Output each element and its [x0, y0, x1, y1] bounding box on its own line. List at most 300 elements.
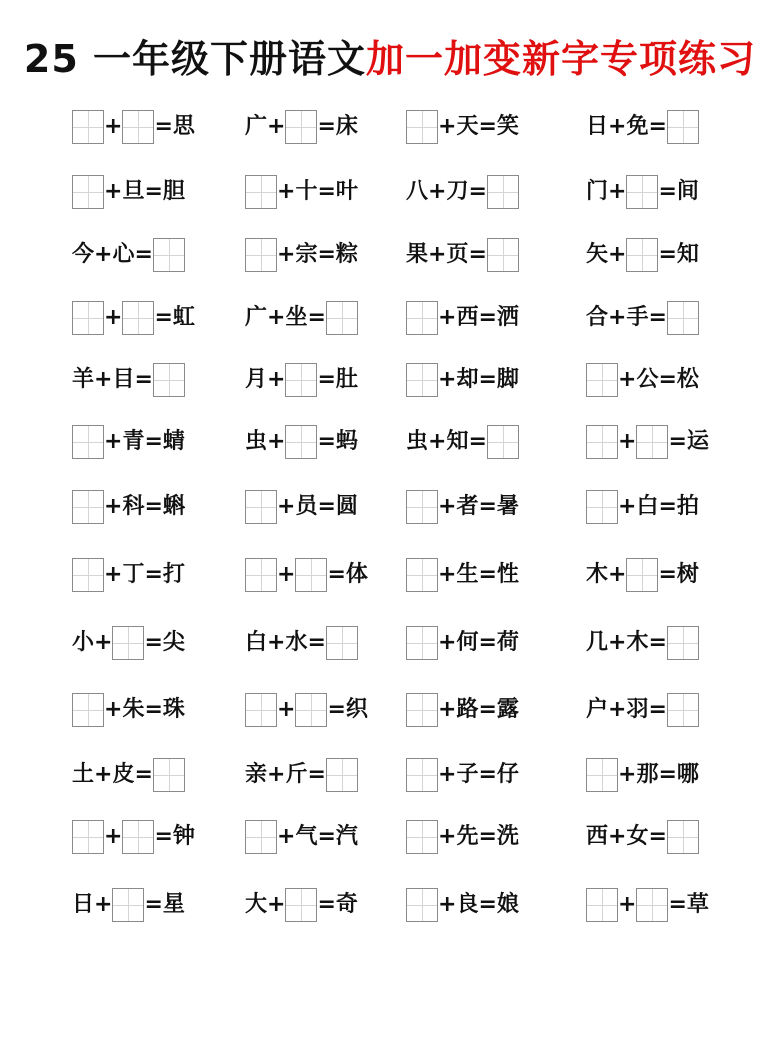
operator: +	[104, 562, 123, 587]
equation	[245, 623, 415, 663]
operator: =	[478, 892, 497, 917]
character: 西	[456, 305, 479, 330]
answer-box[interactable]	[406, 888, 438, 922]
answer-box[interactable]	[667, 693, 699, 727]
character: 大	[245, 892, 268, 917]
operator: =	[317, 114, 336, 139]
operator: =	[317, 367, 336, 392]
answer-box[interactable]	[245, 820, 277, 854]
operator: =	[317, 824, 336, 849]
title-grade-part: 25 一年级下册语文	[23, 37, 367, 81]
character: 间	[676, 179, 699, 204]
character: 钟	[172, 824, 195, 849]
operator: =	[478, 494, 497, 519]
character: 丁	[122, 562, 145, 587]
exercise-row	[0, 487, 780, 527]
character: 坐	[285, 305, 308, 330]
character: 木	[626, 630, 649, 655]
equation	[245, 690, 415, 730]
operator: =	[648, 114, 667, 139]
answer-box[interactable]	[295, 558, 327, 592]
character: 天	[456, 114, 479, 139]
equation	[72, 487, 242, 527]
answer-box[interactable]	[586, 363, 618, 397]
equation	[72, 555, 242, 595]
character: 科	[122, 494, 145, 519]
character: 先	[456, 824, 479, 849]
character: 手	[626, 305, 649, 330]
character: 日	[586, 114, 609, 139]
answer-box[interactable]	[112, 888, 144, 922]
equation	[586, 487, 756, 527]
exercise-row	[0, 817, 780, 857]
answer-box[interactable]	[667, 110, 699, 144]
character: 矢	[586, 242, 609, 267]
operator: +	[94, 762, 113, 787]
operator: +	[608, 824, 627, 849]
operator: =	[317, 429, 336, 454]
character: 虫	[406, 429, 429, 454]
operator: =	[134, 242, 153, 267]
character: 珠	[162, 697, 185, 722]
answer-box[interactable]	[285, 363, 317, 397]
operator: +	[94, 892, 113, 917]
operator: +	[618, 762, 637, 787]
equation	[586, 555, 756, 595]
character: 何	[456, 630, 479, 655]
operator: +	[438, 697, 457, 722]
character: 路	[456, 697, 479, 722]
answer-box[interactable]	[406, 693, 438, 727]
answer-box[interactable]	[122, 820, 154, 854]
operator: +	[104, 494, 123, 519]
exercise-row	[0, 885, 780, 925]
character: 良	[456, 892, 479, 917]
answer-box[interactable]	[112, 626, 144, 660]
character: 广	[245, 114, 268, 139]
character: 蝌	[162, 494, 185, 519]
character: 思	[172, 114, 195, 139]
character: 门	[586, 179, 609, 204]
character: 洗	[496, 824, 519, 849]
character: 暑	[496, 494, 519, 519]
operator: +	[94, 367, 113, 392]
character: 星	[162, 892, 185, 917]
exercise-row	[0, 422, 780, 462]
character: 八	[406, 179, 429, 204]
answer-box[interactable]	[245, 238, 277, 272]
operator: +	[618, 892, 637, 917]
answer-box[interactable]	[285, 888, 317, 922]
character: 页	[446, 242, 469, 267]
answer-box[interactable]	[326, 626, 358, 660]
operator: =	[134, 762, 153, 787]
answer-box[interactable]	[72, 490, 104, 524]
character: 果	[406, 242, 429, 267]
answer-box[interactable]	[72, 425, 104, 459]
operator: =	[144, 630, 163, 655]
operator: =	[144, 494, 163, 519]
character: 月	[245, 367, 268, 392]
equation	[586, 755, 756, 795]
answer-box[interactable]	[122, 110, 154, 144]
answer-box[interactable]	[626, 175, 658, 209]
equation	[586, 817, 756, 857]
equation	[406, 555, 576, 595]
answer-box[interactable]	[72, 693, 104, 727]
operator: +	[267, 367, 286, 392]
title-topic-part: 加一加变新字专项练习	[366, 37, 757, 81]
equation	[586, 422, 756, 462]
equation	[406, 623, 576, 663]
equation	[586, 360, 756, 400]
answer-box[interactable]	[72, 301, 104, 335]
character: 今	[72, 242, 95, 267]
character: 白	[636, 494, 659, 519]
exercise-row	[0, 235, 780, 275]
operator: +	[608, 179, 627, 204]
character: 木	[586, 562, 609, 587]
answer-box[interactable]	[586, 425, 618, 459]
operator: +	[104, 305, 123, 330]
character: 笑	[496, 114, 519, 139]
operator: +	[428, 429, 447, 454]
answer-box[interactable]	[72, 175, 104, 209]
equation	[406, 885, 576, 925]
character: 水	[285, 630, 308, 655]
equation	[586, 235, 756, 275]
character: 女	[626, 824, 649, 849]
answer-box[interactable]	[72, 820, 104, 854]
operator: =	[658, 494, 677, 519]
exercise-row	[0, 172, 780, 212]
answer-box[interactable]	[153, 363, 185, 397]
answer-box[interactable]	[326, 301, 358, 335]
operator: +	[277, 562, 296, 587]
answer-box[interactable]	[636, 425, 668, 459]
answer-box[interactable]	[406, 110, 438, 144]
answer-box[interactable]	[406, 820, 438, 854]
character: 免	[626, 114, 649, 139]
operator: =	[327, 562, 346, 587]
answer-box[interactable]	[487, 238, 519, 272]
character: 斤	[285, 762, 308, 787]
operator: =	[144, 562, 163, 587]
answer-box[interactable]	[667, 626, 699, 660]
equation	[72, 690, 242, 730]
character: 草	[686, 892, 709, 917]
character: 青	[122, 429, 145, 454]
answer-box[interactable]	[285, 110, 317, 144]
character: 却	[456, 367, 479, 392]
answer-box[interactable]	[667, 301, 699, 335]
character: 亲	[245, 762, 268, 787]
operator: +	[277, 824, 296, 849]
operator: =	[648, 824, 667, 849]
operator: +	[104, 429, 123, 454]
answer-box[interactable]	[487, 425, 519, 459]
answer-box[interactable]	[586, 888, 618, 922]
character: 床	[335, 114, 358, 139]
operator: +	[277, 179, 296, 204]
equation	[72, 298, 242, 338]
operator: +	[104, 179, 123, 204]
operator: =	[668, 429, 687, 454]
operator: =	[317, 242, 336, 267]
character: 娘	[496, 892, 519, 917]
character: 树	[676, 562, 699, 587]
operator: =	[154, 824, 173, 849]
operator: =	[307, 762, 326, 787]
operator: =	[478, 305, 497, 330]
operator: +	[267, 892, 286, 917]
operator: +	[438, 630, 457, 655]
exercise-row	[0, 555, 780, 595]
character: 汽	[335, 824, 358, 849]
character: 气	[295, 824, 318, 849]
exercise-row	[0, 298, 780, 338]
operator: =	[144, 429, 163, 454]
character: 圆	[335, 494, 358, 519]
operator: +	[267, 630, 286, 655]
character: 织	[345, 697, 368, 722]
character: 粽	[335, 242, 358, 267]
operator: +	[267, 114, 286, 139]
equation	[406, 360, 576, 400]
character: 目	[112, 367, 135, 392]
operator: =	[317, 892, 336, 917]
character: 羊	[72, 367, 95, 392]
character: 虹	[172, 305, 195, 330]
operator: =	[317, 179, 336, 204]
operator: +	[277, 494, 296, 519]
character: 尖	[162, 630, 185, 655]
exercise-row	[0, 360, 780, 400]
operator: =	[478, 697, 497, 722]
equation	[245, 172, 415, 212]
equation	[245, 360, 415, 400]
operator: =	[478, 562, 497, 587]
equation	[245, 107, 415, 147]
answer-box[interactable]	[285, 425, 317, 459]
answer-box[interactable]	[626, 238, 658, 272]
answer-box[interactable]	[153, 758, 185, 792]
exercise-row	[0, 623, 780, 663]
character: 刀	[446, 179, 469, 204]
character: 打	[162, 562, 185, 587]
operator: =	[144, 179, 163, 204]
answer-box[interactable]	[406, 301, 438, 335]
operator: =	[478, 630, 497, 655]
operator: +	[277, 242, 296, 267]
equation	[586, 885, 756, 925]
operator: +	[608, 305, 627, 330]
character: 小	[72, 630, 95, 655]
operator: =	[648, 630, 667, 655]
character: 知	[676, 242, 699, 267]
exercise-row	[0, 107, 780, 147]
character: 叶	[335, 179, 358, 204]
equation	[406, 298, 576, 338]
equation	[406, 107, 576, 147]
answer-box[interactable]	[586, 758, 618, 792]
operator: +	[104, 697, 123, 722]
equation	[586, 623, 756, 663]
operator: =	[307, 630, 326, 655]
character: 几	[586, 630, 609, 655]
operator: +	[438, 824, 457, 849]
answer-box[interactable]	[122, 301, 154, 335]
answer-box[interactable]	[326, 758, 358, 792]
character: 广	[245, 305, 268, 330]
operator: +	[608, 562, 627, 587]
character: 合	[586, 305, 609, 330]
equation	[245, 298, 415, 338]
equation	[245, 885, 415, 925]
equation	[72, 623, 242, 663]
operator: =	[648, 305, 667, 330]
exercise-row	[0, 690, 780, 730]
operator: +	[94, 630, 113, 655]
operator: =	[144, 697, 163, 722]
operator: +	[438, 562, 457, 587]
character: 体	[345, 562, 368, 587]
operator: +	[428, 242, 447, 267]
operator: +	[267, 762, 286, 787]
answer-box[interactable]	[295, 693, 327, 727]
equation	[245, 817, 415, 857]
operator: =	[134, 367, 153, 392]
operator: =	[154, 114, 173, 139]
operator: +	[608, 697, 627, 722]
operator: +	[94, 242, 113, 267]
equation	[406, 690, 576, 730]
answer-box[interactable]	[245, 693, 277, 727]
operator: =	[668, 892, 687, 917]
operator: +	[618, 429, 637, 454]
operator: =	[154, 305, 173, 330]
operator: =	[478, 762, 497, 787]
answer-box[interactable]	[636, 888, 668, 922]
character: 哪	[676, 762, 699, 787]
character: 洒	[496, 305, 519, 330]
character: 土	[72, 762, 95, 787]
operator: +	[104, 824, 123, 849]
operator: +	[267, 429, 286, 454]
character: 肚	[335, 367, 358, 392]
answer-box[interactable]	[153, 238, 185, 272]
operator: =	[478, 114, 497, 139]
operator: +	[104, 114, 123, 139]
character: 那	[636, 762, 659, 787]
equation	[72, 755, 242, 795]
equation	[586, 690, 756, 730]
operator: =	[658, 762, 677, 787]
operator: =	[478, 367, 497, 392]
operator: +	[438, 762, 457, 787]
equation	[72, 885, 242, 925]
operator: =	[468, 242, 487, 267]
character: 露	[496, 697, 519, 722]
character: 羽	[626, 697, 649, 722]
character: 虫	[245, 429, 268, 454]
answer-box[interactable]	[245, 175, 277, 209]
character: 日	[72, 892, 95, 917]
character: 性	[496, 562, 519, 587]
answer-box[interactable]	[626, 558, 658, 592]
character: 胆	[162, 179, 185, 204]
operator: =	[468, 429, 487, 454]
answer-box[interactable]	[667, 820, 699, 854]
answer-box[interactable]	[245, 558, 277, 592]
equation	[72, 172, 242, 212]
character: 奇	[335, 892, 358, 917]
character: 宗	[295, 242, 318, 267]
equation	[406, 172, 576, 212]
character: 蚂	[335, 429, 358, 454]
character: 白	[245, 630, 268, 655]
equation	[72, 107, 242, 147]
equation	[586, 172, 756, 212]
equation	[406, 235, 576, 275]
answer-box[interactable]	[406, 490, 438, 524]
operator: +	[438, 367, 457, 392]
equation	[72, 235, 242, 275]
equation	[406, 755, 576, 795]
operator: +	[618, 494, 637, 519]
answer-box[interactable]	[406, 758, 438, 792]
equation	[72, 422, 242, 462]
operator: =	[648, 697, 667, 722]
operator: =	[327, 697, 346, 722]
answer-box[interactable]	[245, 490, 277, 524]
operator: =	[658, 179, 677, 204]
operator: +	[428, 179, 447, 204]
operator: =	[658, 367, 677, 392]
operator: +	[438, 892, 457, 917]
character: 朱	[122, 697, 145, 722]
exercise-row	[0, 755, 780, 795]
operator: +	[618, 367, 637, 392]
answer-box[interactable]	[406, 626, 438, 660]
operator: =	[658, 242, 677, 267]
answer-box[interactable]	[406, 558, 438, 592]
character: 子	[456, 762, 479, 787]
character: 户	[586, 697, 609, 722]
answer-box[interactable]	[72, 558, 104, 592]
answer-box[interactable]	[487, 175, 519, 209]
operator: =	[658, 562, 677, 587]
operator: =	[478, 824, 497, 849]
answer-box[interactable]	[586, 490, 618, 524]
character: 皮	[112, 762, 135, 787]
character: 拍	[676, 494, 699, 519]
character: 旦	[122, 179, 145, 204]
character: 员	[295, 494, 318, 519]
character: 蜻	[162, 429, 185, 454]
equation	[406, 422, 576, 462]
operator: =	[317, 494, 336, 519]
answer-box[interactable]	[406, 363, 438, 397]
operator: =	[144, 892, 163, 917]
answer-box[interactable]	[72, 110, 104, 144]
character: 生	[456, 562, 479, 587]
operator: =	[307, 305, 326, 330]
equation	[72, 360, 242, 400]
character: 荷	[496, 630, 519, 655]
operator: +	[438, 494, 457, 519]
equation	[245, 555, 415, 595]
